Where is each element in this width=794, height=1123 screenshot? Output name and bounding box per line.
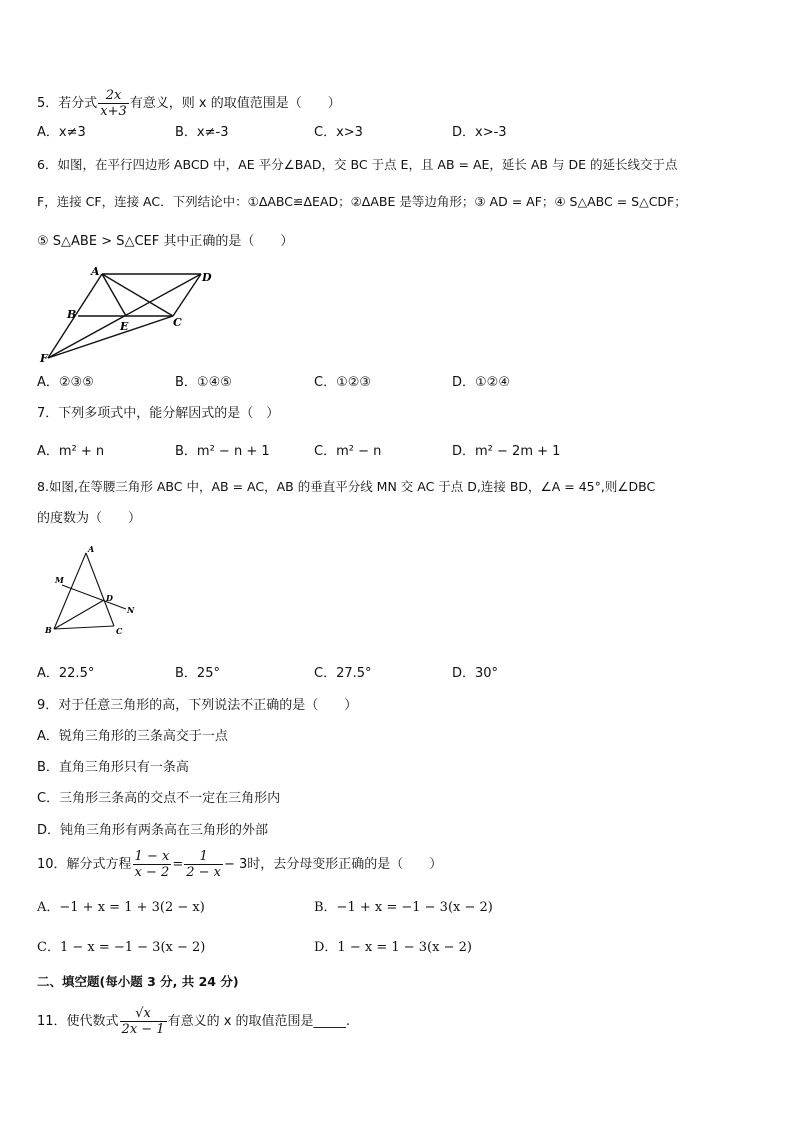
q10-stem <box>37 849 442 880</box>
q5-fraction <box>98 88 129 119</box>
q6-line3: ⑤ S△ABE > S△CEF 其中正确的是（ ） <box>37 234 294 249</box>
q5-option-d: D．x>-3 <box>452 125 507 140</box>
q8-segment-bd <box>54 600 104 629</box>
q8-option-b: B．25° <box>175 666 220 681</box>
q10-option-d: D．1 − x = 1 − 3(x − 2) <box>314 940 472 955</box>
q6-label-c: C <box>173 316 182 329</box>
q10-suffix: − 3时，去分母变形正确的是（ ） <box>223 857 443 872</box>
q10-equals: = <box>172 857 184 872</box>
q6-option-c: C．①②③ <box>314 375 372 390</box>
q9-stem: 9．对于任意三角形的高，下列说法不正确的是（ ） <box>37 698 358 713</box>
q8-segment-bc <box>54 626 114 629</box>
q6-label-b: B <box>67 308 77 321</box>
q5-prefix: 5．若分式 <box>37 96 98 111</box>
q9-option-d: D．钝角三角形有两条高在三角形的外部 <box>37 823 269 838</box>
q8-label-b: B <box>45 625 52 635</box>
q6-parallelogram-figure <box>36 262 216 368</box>
q8-label-c: C <box>116 626 123 636</box>
q10-frac1-den: x − 2 <box>134 865 170 880</box>
q7-option-c: C．m² − n <box>314 444 382 459</box>
q11-suffix: 有意义的 x 的取值范围是_____. <box>167 1014 351 1029</box>
q8-label-m: M <box>55 575 64 585</box>
q5-option-a: A．x≠3 <box>37 125 86 140</box>
q5-frac-den: x+3 <box>100 104 127 119</box>
q8-segment-ac <box>86 553 114 626</box>
q8-line2: 的度数为（ ） <box>37 511 142 526</box>
q8-label-d: D <box>106 593 113 603</box>
q7-option-b: B．m² − n + 1 <box>175 444 270 459</box>
q6-line1: 6．如图，在平行四边形 ABCD 中，AE 平分∠BAD，交 BC 于点 E，且 AB = AE，延长 AB 与 DE 的延长线交于点 <box>37 157 678 172</box>
q11-prefix: 11．使代数式 <box>37 1014 119 1029</box>
q6-label-a: A <box>91 265 100 278</box>
q8-line1: 8.如图,在等腰三角形 ABC 中，AB = AC，AB 的垂直平分线 MN 交 AC 于点 D,连接 BD，∠A = 45°,则∠DBC <box>37 479 656 494</box>
q10-fraction-left <box>133 849 172 880</box>
q10-option-a: A．−1 + x = 1 + 3(2 − x) <box>37 900 205 915</box>
q10-option-c: C．1 − x = −1 − 3(x − 2) <box>37 940 206 955</box>
q8-option-d: D．30° <box>452 666 499 681</box>
q10-frac2-num: 1 <box>184 849 223 865</box>
q8-option-c: C．27.5° <box>314 666 372 681</box>
q8-segment-ab <box>54 553 86 629</box>
q11-fraction <box>120 1006 167 1037</box>
q7-option-a: A．m² + n <box>37 444 105 459</box>
q6-option-a: A．②③⑤ <box>37 375 94 390</box>
q8-label-n: N <box>127 605 135 615</box>
q11-frac-num: √x <box>120 1006 167 1022</box>
q6-segment-fc <box>48 316 173 358</box>
q5-option-c: C．x>3 <box>314 125 363 140</box>
q8-triangle-figure <box>36 543 146 643</box>
q7-option-d: D．m² − 2m + 1 <box>452 444 561 459</box>
q8-label-a: A <box>88 544 95 554</box>
q6-line2: F，连接 CF，连接 AC．下列结论中：①ΔABC≌ΔEAD；②ΔABE 是等边角形；③ AD = AF；④ S△ABC = S△CDF； <box>37 194 687 209</box>
q11-stem <box>37 1006 350 1037</box>
q6-label-f: F <box>40 352 48 365</box>
q10-frac1-num: 1 − x <box>134 849 170 864</box>
q6-option-b: B．①④⑤ <box>175 375 232 390</box>
q6-segment-dc <box>173 274 201 316</box>
q6-option-d: D．①②④ <box>452 375 510 390</box>
q7-stem: 7．下列多项式中，能分解因式的是（ ） <box>37 406 280 421</box>
q10-fraction-right <box>184 849 223 880</box>
q10-prefix: 10．解分式方程 <box>37 857 132 872</box>
q5-stem <box>37 88 341 119</box>
q9-option-c: C．三角形三条高的交点不一定在三角形内 <box>37 791 281 806</box>
q5-suffix: 有意义，则 x 的取值范围是（ ） <box>129 96 341 111</box>
q9-option-a: A．锐角三角形的三条高交于一点 <box>37 729 228 744</box>
q6-label-d: D <box>202 271 212 284</box>
q11-frac-den: 2x − 1 <box>121 1022 165 1037</box>
q8-option-a: A．22.5° <box>37 666 95 681</box>
q5-option-b: B．x≠-3 <box>175 125 229 140</box>
q10-option-b: B．−1 + x = −1 − 3(x − 2) <box>314 900 493 915</box>
q9-option-b: B．直角三角形只有一条高 <box>37 760 189 775</box>
q6-label-e: E <box>120 320 129 333</box>
section-heading: 二、填空题(每小题 3 分, 共 24 分) <box>37 974 239 989</box>
q10-frac2-den: 2 − x <box>186 865 221 880</box>
q5-frac-num: 2x <box>98 88 129 104</box>
